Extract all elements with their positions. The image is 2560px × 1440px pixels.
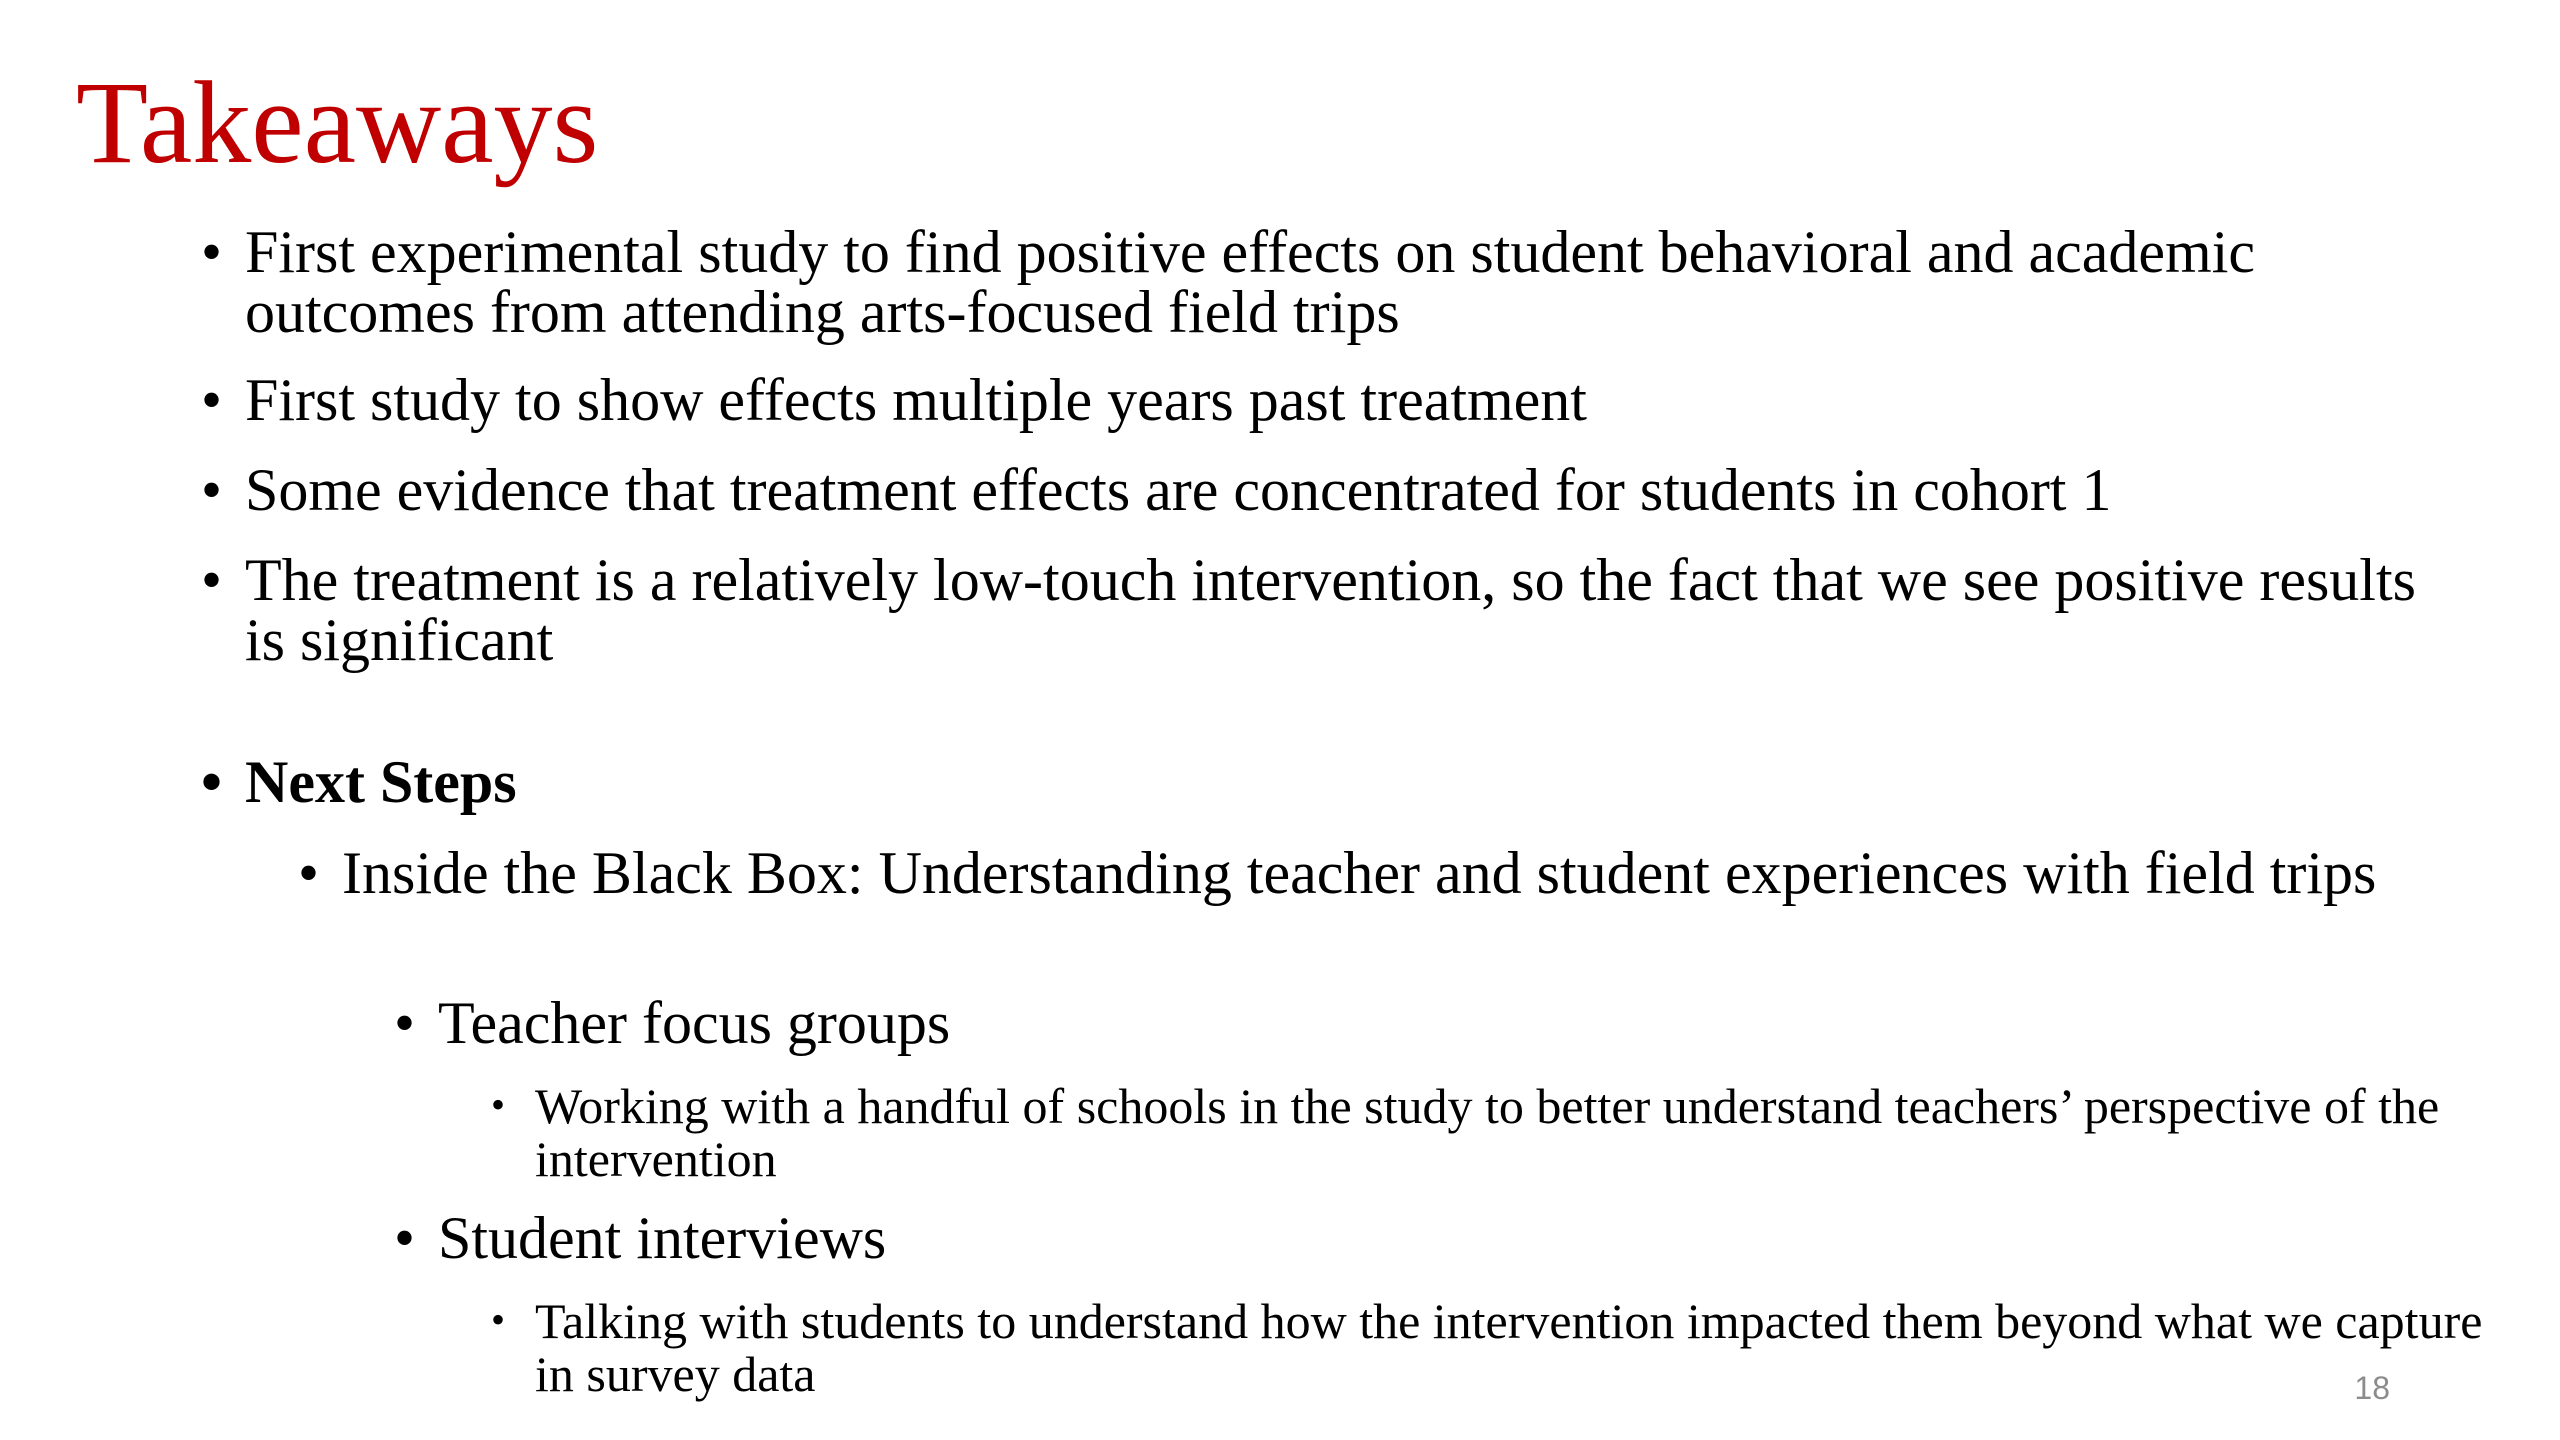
bullet-item <box>201 219 2425 345</box>
sub-sub-bullet-item <box>394 1205 2428 1271</box>
detail-bullet-text: Working with a handful of schools in the study to better understand teachers’ perspective of the intervention <box>535 1078 2440 1187</box>
sub-bullet-text: Inside the Black Box: Understanding teacher and student experiences with field trips <box>342 840 2377 906</box>
bullet-item <box>201 547 2425 673</box>
bullet-icon: • <box>201 457 223 523</box>
bullet-item-next-steps <box>201 749 2425 815</box>
slide-title: Takeaways <box>76 57 599 188</box>
detail-bullet-text: Talking with students to understand how the intervention impacted them beyond what we capture in survey data <box>535 1293 2483 1402</box>
bullet-text: First experimental study to find positive effects on student behavioral and academic outcomes from attending arts-focused field trips <box>245 219 2255 345</box>
detail-bullet-item <box>491 1293 2495 1402</box>
sub-sub-bullet-text: Student interviews <box>438 1205 887 1271</box>
sub-sub-bullet-item <box>394 990 2428 1056</box>
bullet-icon: • <box>394 990 416 1056</box>
bullet-icon: • <box>201 749 223 815</box>
bullet-icon: • <box>201 219 223 285</box>
next-steps-heading: Next Steps <box>245 749 517 815</box>
bullet-icon: • <box>298 840 320 906</box>
bullet-text: First study to show effects multiple years past treatment <box>245 367 1587 433</box>
page-number: 18 <box>2354 1370 2390 1406</box>
bullet-item <box>201 367 2425 433</box>
bullet-text: Some evidence that treatment effects are concentrated for students in cohort 1 <box>245 457 2112 523</box>
bullet-icon: • <box>201 367 223 433</box>
bullet-icon: • <box>201 547 223 613</box>
bullet-icon: • <box>394 1205 416 1271</box>
bullet-item <box>201 457 2425 523</box>
sub-sub-bullet-text: Teacher focus groups <box>438 990 951 1056</box>
sub-bullet-item <box>298 840 2432 906</box>
bullet-text: The treatment is a relatively low-touch intervention, so the fact that we see positive results is significant <box>245 547 2416 673</box>
bullet-icon: • <box>491 1082 506 1127</box>
detail-bullet-item <box>491 1078 2495 1187</box>
bullet-icon: • <box>491 1297 506 1342</box>
